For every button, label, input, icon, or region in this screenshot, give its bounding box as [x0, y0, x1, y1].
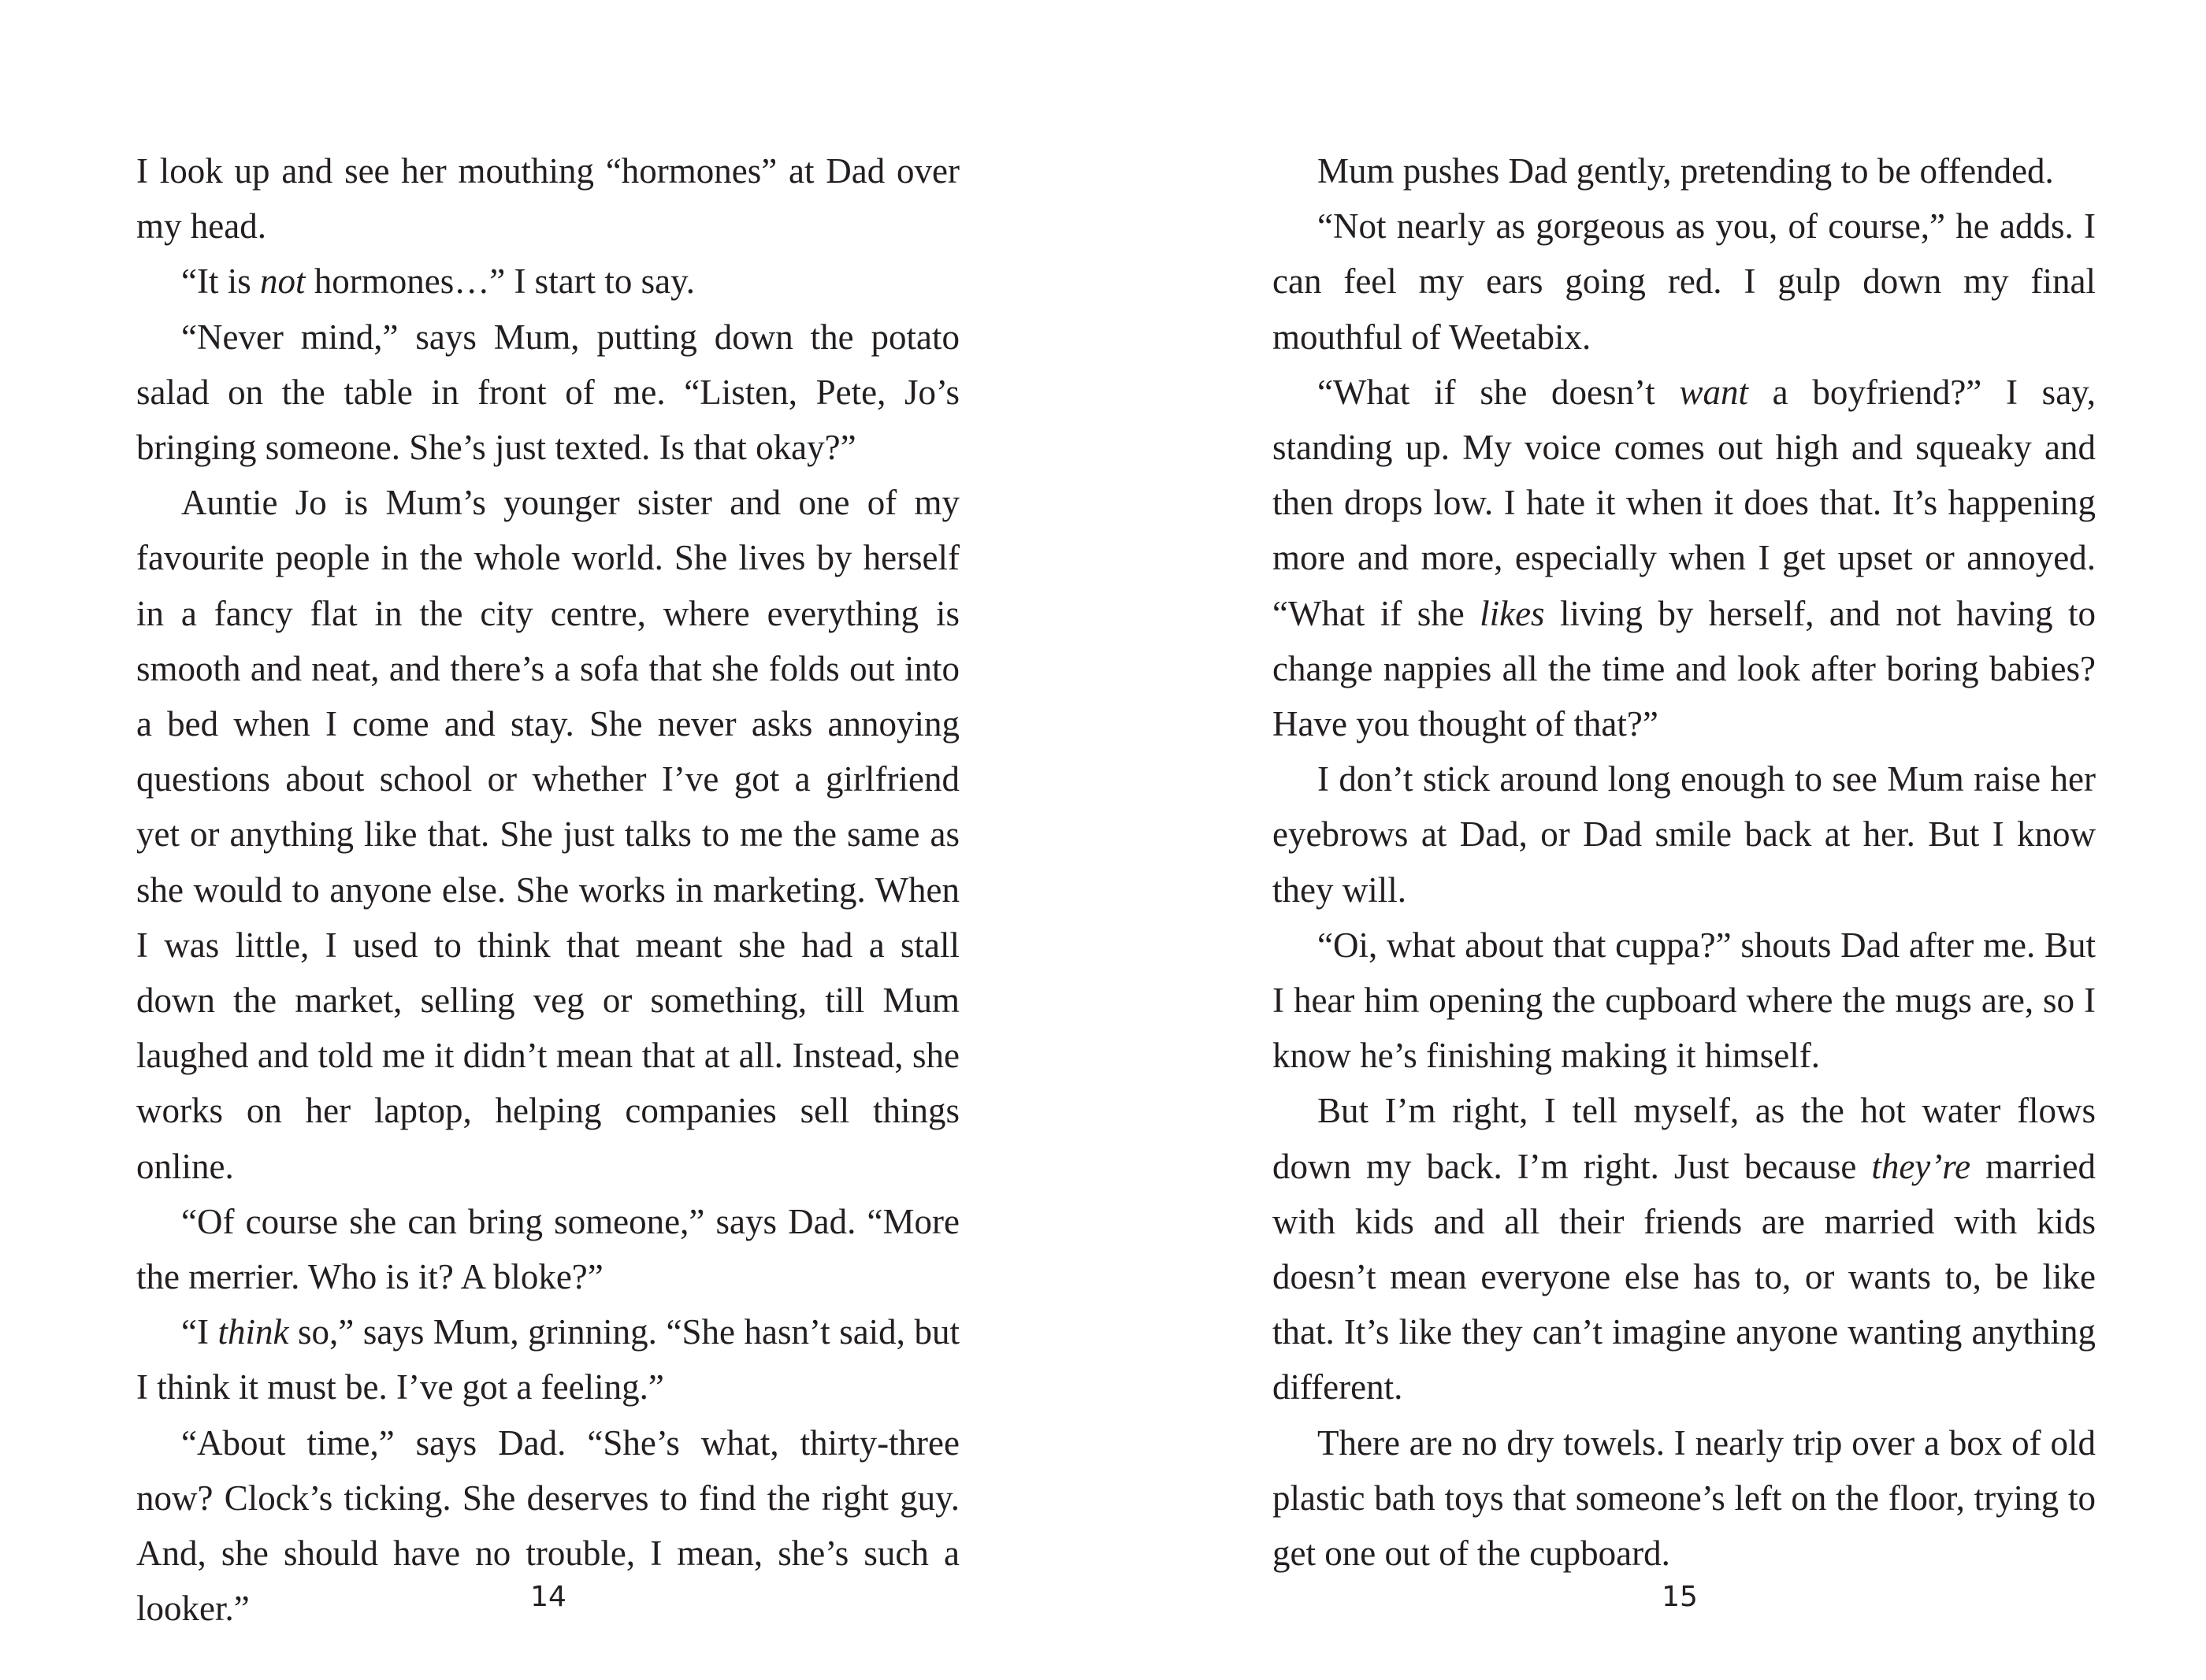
- paragraph: [136, 310, 960, 476]
- paragraph: [1272, 1415, 2096, 1582]
- text-run: There are no dry towels. I nearly trip over a box of old plastic bath toys that someone’s left on the floor, trying to get one out of the cupboard.: [1272, 1422, 2096, 1574]
- text-run: “About time,” says Dad. “She’s what, thirty-three now? Clock’s ticking. She deserves to find the right guy. And, she should have no trouble, I mean, she’s such a looker.”: [136, 1422, 960, 1629]
- text-run: “What if she doesn’t: [1317, 372, 1680, 412]
- right-page: [1103, 0, 2206, 1680]
- text-run: Mum pushes Dad gently, pretending to be offended.: [1317, 151, 2054, 191]
- left-page-text: [136, 143, 960, 1636]
- paragraph: [136, 254, 960, 309]
- paragraph: [1272, 365, 2096, 751]
- paragraph: [1272, 143, 2096, 198]
- text-run: Auntie Jo is Mum’s younger sister and one of my favourite people in the whole world. She lives by herself in a fancy flat in the city centre, where everything is smooth and neat, and there’s a sofa that she folds out into a bed when I come and stay. She never asks annoying questions about school or whether I’ve got a girlfriend yet or anything like that. She just talks to me the same as she would to anyone else. She works in marketing. When I was little, I used to think that meant she had a stall down the market, selling veg or something, till Mum laughed and told me it didn’t mean that at all. Instead, she works on her laptop, helping companies sell things online.: [136, 483, 960, 1186]
- right-page-text: [1272, 143, 2096, 1581]
- emphasis-text: not: [259, 261, 306, 302]
- paragraph: [1272, 751, 2096, 918]
- text-run: “Not nearly as gorgeous as you, of course,” he adds. I can feel my ears going red. I gulp down my final mouthful of Weetabix.: [1272, 206, 2096, 357]
- text-run: “Oi, what about that cuppa?” shouts Dad after me. But I hear him opening the cupboard where the mugs are, so I know he’s finishing making it himself.: [1272, 925, 2096, 1076]
- emphasis-text: think: [217, 1312, 289, 1352]
- text-run: a boyfriend?” I say, standing up. My voice comes out high and squeaky and then drops low. I hate it when it does that. It’s happening more and more, especially when I get upset or annoyed. “What if she: [1272, 372, 2096, 633]
- page-number: 15: [1662, 1581, 1698, 1613]
- text-run: “I: [181, 1312, 218, 1352]
- text-run: hormones…” I start to say.: [305, 261, 695, 302]
- text-run: married with kids and all their friends are married with kids doesn’t mean everyone else has to, or wants to, be like that. It’s like they can’t imagine anyone wanting anything different.: [1272, 1146, 2096, 1407]
- paragraph: [136, 1194, 960, 1304]
- emphasis-text: likes: [1480, 593, 1545, 633]
- emphasis-text: they’re: [1871, 1146, 1971, 1186]
- text-run: so,” says Mum, grinning. “She hasn’t said, but I think it must be. I’ve got a feeling.”: [136, 1312, 960, 1407]
- page-number: 14: [530, 1581, 566, 1613]
- text-run: “Of course she can bring someone,” says Dad. “More the merrier. Who is it? A bloke?”: [136, 1201, 960, 1297]
- paragraph: [136, 475, 960, 1194]
- paragraph: [1272, 198, 2096, 365]
- paragraph: [1272, 918, 2096, 1084]
- emphasis-text: want: [1679, 372, 1748, 412]
- text-run: But I’m right, I tell myself, as the hot water flows down my back. I’m right. Just because: [1272, 1091, 2096, 1186]
- paragraph: [136, 143, 960, 254]
- text-run: I look up and see her mouthing “hormones” at Dad over my head.: [136, 151, 960, 247]
- text-run: I don’t stick around long enough to see Mum raise her eyebrows at Dad, or Dad smile back at her. But I know they will.: [1272, 759, 2096, 910]
- text-run: living by herself, and not having to change nappies all the time and look after boring babies? Have you thought of that?”: [1272, 593, 2096, 744]
- text-run: “It is: [181, 261, 260, 302]
- paragraph: [1272, 1083, 2096, 1415]
- text-run: “Never mind,” says Mum, putting down the potato salad on the table in front of me. “Listen, Pete, Jo’s bringing someone. She’s just texted. Is that okay?”: [136, 317, 960, 468]
- paragraph: [136, 1304, 960, 1415]
